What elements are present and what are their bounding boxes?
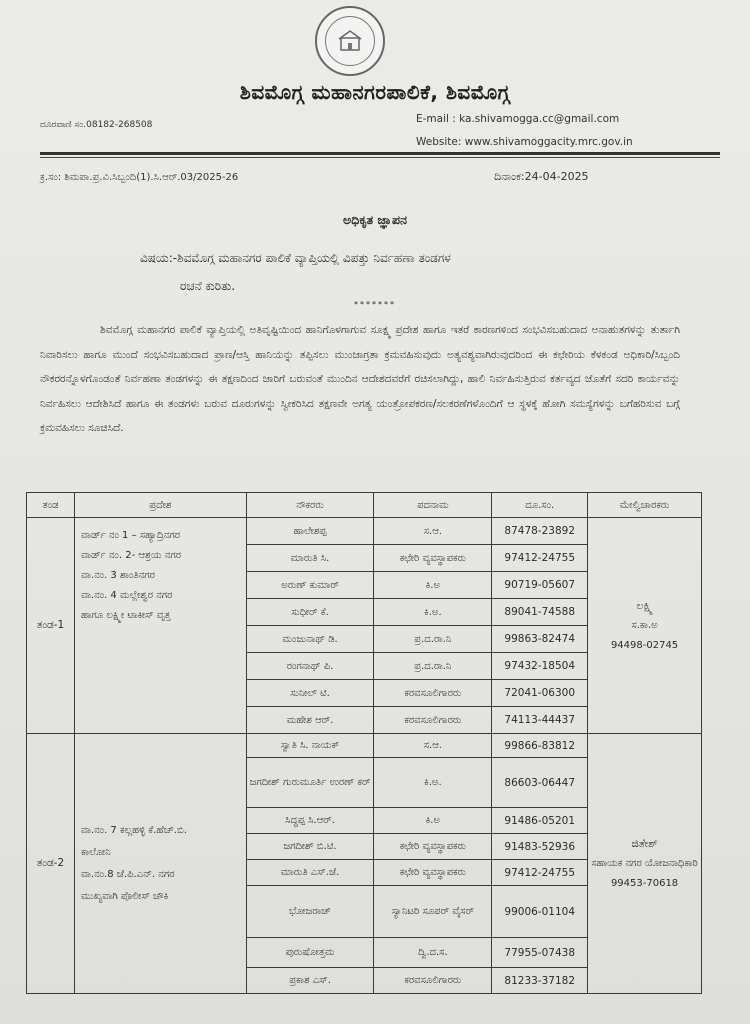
column-header: ತಂಡ bbox=[27, 493, 75, 518]
member-phone: 97432-18504 bbox=[492, 653, 588, 680]
area-line: ವಾ.ನಂ.8 ಜೆ.ಪಿ.ಎನ್. ನಗರ bbox=[80, 868, 175, 880]
team-label: ತಂಡ-2 bbox=[27, 734, 75, 994]
office-email: E-mail : ka.shivamogga.cc@gmail.com bbox=[416, 113, 620, 125]
office-website: Website: www.shivamoggacity.mrc.gov.in bbox=[416, 136, 633, 148]
member-name: ಮಾರುತಿ ಎಸ್.ಜೆ. bbox=[246, 860, 374, 886]
member-designation: ಕಿ.ಅ. bbox=[374, 599, 492, 626]
member-phone: 81233-37182 bbox=[492, 968, 588, 994]
member-designation: ಸ್ಯಾನಿಟರಿ ಸೂಪರ್ ವೈಸರ್ bbox=[374, 886, 492, 938]
member-name: ಜಗದೀಶ್ ಗುರುಮೂರ್ತಿ ಉರಣ್ ಕರ್ bbox=[246, 758, 374, 808]
member-phone: 77955-07438 bbox=[492, 938, 588, 968]
team-table bbox=[26, 492, 702, 994]
member-name: ಮಹೇಶ ಆರ್. bbox=[246, 707, 374, 734]
subject-line-1: ವಿಷಯ:-ಶಿವಮೊಗ್ಗ ಮಹಾನಗರ ಪಾಲಿಕೆ ವ್ಯಾಪ್ತಿಯಲ್ಲಿ ವಿಪತ್ತು ನಿರ್ವಹಣಾ ತಂಡಗಳ bbox=[140, 251, 451, 265]
member-phone: 90719-05607 bbox=[492, 572, 588, 599]
member-phone: 99866-83812 bbox=[492, 734, 588, 758]
supervisor-cell bbox=[588, 734, 702, 994]
member-designation: ಪ್ರ.ದ.ರಾ.ನಿ bbox=[374, 626, 492, 653]
member-name: ಸ್ವಾತಿ ಸಿ. ನಾಯಕ್ bbox=[246, 734, 374, 758]
team-2-body bbox=[27, 734, 702, 994]
member-designation: ಕರವಸೂಲಿಗಾರರು bbox=[374, 968, 492, 994]
supervisor-designation: ಸ.ಕಾ.ಅ bbox=[631, 619, 658, 631]
area-line: ಕಾಲೋನಿ bbox=[80, 846, 111, 858]
member-designation: ಕಛೇರಿ ವ್ಯವಸ್ಥಾಪಕರು bbox=[374, 545, 492, 572]
separator: ******* bbox=[354, 300, 396, 309]
member-designation: ಕಛೇರಿ ವ್ಯವಸ್ಥಾಪಕರು bbox=[374, 860, 492, 886]
team-label: ತಂಡ-1 bbox=[27, 518, 75, 734]
member-name: ಹಾಲೇಶಪ್ಪ bbox=[246, 518, 374, 545]
supervisor-designation: ಸಹಾಯಕ ನಗರ ಯೋಜನಾಧಿಕಾರಿ bbox=[591, 857, 698, 869]
area-line: ಮುಖ್ಯವಾಗಿ ಪೊಲೀಸ್ ಚೌಕಿ bbox=[80, 890, 169, 902]
member-phone: 91483-52936 bbox=[492, 834, 588, 860]
area-line: ಹಾಗೂ ಲಕ್ಷ್ಮೀ ಟಾಕೀಸ್ ವೃತ್ತ bbox=[80, 610, 171, 621]
column-header: ಮೇಲ್ವಿಚಾರಕರು bbox=[588, 493, 702, 518]
member-phone: 72041-06300 bbox=[492, 680, 588, 707]
member-name: ಮಂಜುನಾಥ್ ಡಿ. bbox=[246, 626, 374, 653]
supervisor-name: ಜಿತೇಶ್ bbox=[631, 836, 658, 850]
corporation-title: ಶಿವಮೊಗ್ಗ ಮಹಾನಗರಪಾಲಿಕೆ, ಶಿವಮೊಗ್ಗ bbox=[239, 80, 511, 104]
member-phone: 99006-01104 bbox=[492, 886, 588, 938]
member-name: ಪ್ರಕಾಶ ಎಸ್. bbox=[246, 968, 374, 994]
member-designation: ಸ.ಆ. bbox=[374, 518, 492, 545]
supervisor-phone: 94498-02745 bbox=[610, 639, 679, 651]
supervisor-cell bbox=[588, 518, 702, 734]
team-area bbox=[74, 518, 246, 734]
member-designation: ಕರವಸೂಲಿಗಾರರು bbox=[374, 707, 492, 734]
corporation-seal-icon bbox=[315, 6, 385, 76]
supervisor-phone: 99453-70618 bbox=[610, 877, 679, 889]
body-paragraph bbox=[40, 318, 680, 441]
member-name: ಸಿದ್ಧಪ್ಪ ಸಿ.ಆರ್. bbox=[246, 808, 374, 834]
member-designation: ದ್ವಿ.ದ.ಸ. bbox=[374, 938, 492, 968]
column-header: ಪ್ರದೇಶ bbox=[74, 493, 246, 518]
area-line: ವಾರ್ಡ್ ನಂ. 2- ಆಶ್ರಯ ನಗರ bbox=[80, 550, 182, 561]
header-divider-thin bbox=[40, 157, 720, 158]
table-row bbox=[27, 518, 702, 545]
table-row bbox=[27, 734, 702, 758]
member-name: ಮಾರುತಿ ಸಿ. bbox=[246, 545, 374, 572]
office-phone: ದೂರವಾಣಿ ಸಂ.08182-268508 bbox=[40, 120, 153, 130]
table-header-row bbox=[27, 493, 702, 518]
member-phone: 74113-44437 bbox=[492, 707, 588, 734]
member-name: ಸುಧೀರ್ ಕೆ. bbox=[246, 599, 374, 626]
member-designation: ಕರವಸೂಲಿಗಾರರು bbox=[374, 680, 492, 707]
member-phone: 87478-23892 bbox=[492, 518, 588, 545]
member-phone: 97412-24755 bbox=[492, 860, 588, 886]
member-name: ಭೋಜರಾಜ್ bbox=[246, 886, 374, 938]
document-date: ದಿನಾಂಕ:24-04-2025 bbox=[494, 170, 589, 183]
member-name: ಪುರುಷೋತ್ತಮ bbox=[246, 938, 374, 968]
column-header: ಪದನಾಮ bbox=[374, 493, 492, 518]
supervisor-name: ಲಕ್ಷ್ಮಿ bbox=[636, 598, 653, 612]
team-area bbox=[74, 734, 246, 994]
member-phone: 97412-24755 bbox=[492, 545, 588, 572]
member-phone: 99863-82474 bbox=[492, 626, 588, 653]
member-phone: 86603-06447 bbox=[492, 758, 588, 808]
area-line: ವಾ.ನಂ. 3 ಶಾಂತಿನಗರ bbox=[80, 570, 155, 581]
body-text: ಶಿವಮೊಗ್ಗ ಮಹಾನಗರ ಪಾಲಿಕೆ ವ್ಯಾಪ್ತಿಯಲ್ಲಿ ಅತಿವೃಷ್ಟಿಯಿಂದ ಹಾನಿಗೊಳಗಾಗುವ ಸೂಕ್ಷ್ಮ ಪ್ರದೇಶ ಹಾಗೂ ಇತರೆ ಕಾರಣಗಳಿಂದ ಸಂಭವಿಸಬಹುದಾದ ಅನಾಹುತಗಳನ್ನು ತುರ್ತಾಗಿ ನಿವಾರಿಸಲು ಹಾಗೂ ಮುಂದೆ ಸಂಭವಿಸಬಹುದಾದ ಪ್ರಾಣ/ಆಸ್ತಿ ಹಾನಿಯನ್ನು ತಪ್ಪಿಸಲು ಮುಂಜಾಗ್ರತಾ ಕ್ರಮವಹಿಸುವುದು ಅತ್ಯವಶ್ಯವಾಗಿರುವುದರಿಂದ ಈ ಕಛೇರಿಯ ಕೆಳಕಂಡ ಅಧಿಕಾರಿ/ಸಿಬ್ಬಂದಿ ನೌಕರರನ್ನೊಳಗೊಂಡಂತೆ ನಿರ್ವಹಣಾ ತಂಡಗಳನ್ನು ಈ ತಕ್ಷಣದಿಂದ ಜಾರಿಗೆ ಬರುವಂತೆ ಮುಂದಿನ ಆದೇಶದವರೆಗೆ ರಚಿಸಲಾಗಿದ್ದು, ಹಾಲಿ ನಿರ್ವಹಿಸುತ್ತಿರುವ ಕರ್ತವ್ಯದ ಜೊತೆಗೆ ಸದರಿ ಕಾರ್ಯವನ್ನು ನಿರ್ವಹಿಸಲು ಆದೇಶಿಸಿದೆ ಹಾಗೂ ಈ ತಂಡಗಳು ಬರುವ ದೂರುಗಳನ್ನು ಸ್ವೀಕರಿಸಿದ ತಕ್ಷಣವೇ ಅಗತ್ಯ ಯಂತ್ರೋಪಕರಣ/ಸಲಕರಣೆಗಳೊಂದಿಗೆ ಆ ಸ್ಥಳಕ್ಕೆ ಹೋಗಿ ಸಮಸ್ಯೆಗಳನ್ನು ಬಗೆಹರಿಸುವ ಬಗ್ಗೆ ಕ್ರಮವಹಿಸಲು ಸೂಚಿಸಿದೆ. bbox=[40, 324, 680, 434]
member-name: ಸುನೀಲ್ ಟಿ. bbox=[246, 680, 374, 707]
member-designation: ಪ್ರ.ದ.ರಾ.ನಿ bbox=[374, 653, 492, 680]
area-line: ವಾ.ನಂ. 4 ಮಲ್ಲೇಶ್ವರ ನಗರ bbox=[80, 590, 173, 601]
area-line: ವಾ.ನಂ. 7 ಕಲ್ಲಹಳ್ಳಿ ಕೆ.ಹೆಚ್.ಬಿ. bbox=[80, 824, 187, 836]
team-1-body bbox=[27, 518, 702, 734]
member-designation: ಕಿ.ಅ bbox=[374, 808, 492, 834]
member-phone: 89041-74588 bbox=[492, 599, 588, 626]
member-name: ಜಗದೀಶ್ ಬಿ.ಟಿ. bbox=[246, 834, 374, 860]
member-name: ಅರುಣ್ ಕುಮಾರ್ bbox=[246, 572, 374, 599]
area-line: ವಾರ್ಡ್ ನಂ 1 – ಸಹ್ಯಾದ್ರಿನಗರ bbox=[80, 530, 181, 541]
document-heading: ಅಧಿಕೃತ ಜ್ಞಾಪನ bbox=[343, 212, 407, 227]
column-header: ದೂ.ಸಂ. bbox=[492, 493, 588, 518]
reference-number: ಕ್ರ.ಸಂ: ಶಿಮಪಾ.ಪ್ರ.ವಿ.ಸಿಬ್ಬಂದಿ(1).ಸಿ.ಆರ್.03/2025-26 bbox=[40, 172, 239, 183]
member-designation: ಕಛೇರಿ ವ್ಯವಸ್ಥಾಪಕರು bbox=[374, 834, 492, 860]
subject-block bbox=[140, 244, 600, 300]
member-designation: ಸ.ಆ. bbox=[374, 734, 492, 758]
member-designation: ಕಿ.ಅ. bbox=[374, 758, 492, 808]
column-header: ನೌಕರರು bbox=[246, 493, 374, 518]
member-designation: ಕಿ.ಅ bbox=[374, 572, 492, 599]
member-name: ರಂಗನಾಥ್ ಪಿ. bbox=[246, 653, 374, 680]
header-divider-thick bbox=[40, 152, 720, 155]
member-phone: 91486-05201 bbox=[492, 808, 588, 834]
subject-line-2: ರಚನೆ ಕುರಿತು. bbox=[180, 279, 236, 293]
